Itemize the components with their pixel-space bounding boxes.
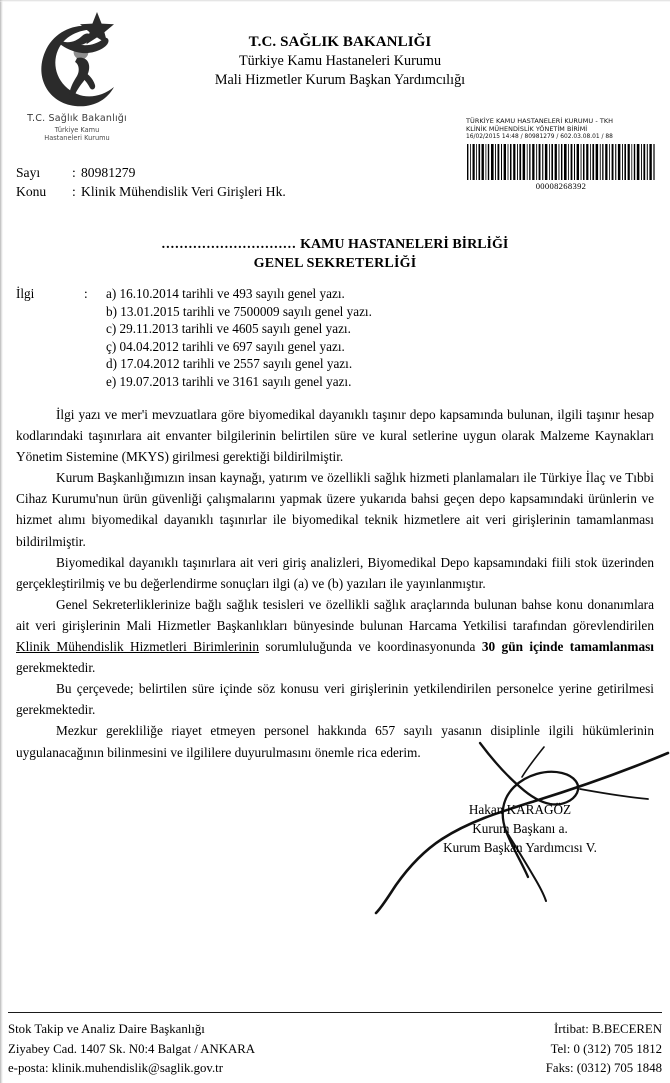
ilgi-label: İlgi [16, 286, 35, 301]
org-title-ministry: T.C. SAĞLIK BAKANLIĞI [248, 34, 432, 50]
document-body [16, 404, 654, 763]
body-paragraph-6: Mezkur gerekliliğe riayet etmeyen personel hakkında 657 sayılı yasanın disiplinle ilgili hükümlerinin uygulanacağının bilinmesini ve ilgililere duyurulmasını önemle rica ederim. [16, 723, 654, 760]
footer-address: Ziyabey Cad. 1407 Sk. N0:4 Balgat / ANKARA [8, 1041, 256, 1056]
signatory-title-1: Kurum Başkanı a. [472, 821, 568, 836]
barcode-icon [466, 144, 656, 180]
body-p4-part3: gerekmektedir. [16, 660, 96, 676]
footer-fax: Faks: (0312) 705 1848 [545, 1061, 662, 1075]
document-footer [8, 1020, 662, 1079]
body-p4-underlined-unit: Klinik Mühendislik Hizmetleri Birimlerinin [16, 639, 260, 655]
sayi-value: 80981279 [81, 165, 136, 180]
body-p4-bold-deadline: 30 gün içinde tamamlanması [481, 639, 654, 655]
logo-caption-main: T.C. Sağlık Bakanlığı [27, 113, 127, 124]
ilgi-item: d) 17.04.2012 tarihli ve 2557 sayılı genel yazı. [106, 356, 353, 372]
org-title-department: Mali Hizmetler Kurum Başkan Yardımcılığı [214, 71, 466, 88]
konu-colon: : [72, 184, 76, 199]
ilgi-item: c) 29.11.2013 tarihli ve 4605 sayılı genel yazı. [106, 321, 351, 337]
body-paragraph-1: İlgi yazı ve mer'i mevzuatlara göre biyomedikal dayanıklı taşınır depo kapsamında bulunan, ilgili taşınır hesap kodlarındaki taşınırlara ait envanter bilgilerinin belirtilen süre ve kural setlerine uygun olarak Malzeme Kaynakları Yönetim Sistemine (MKYS) girilmesi gerektiği bildirilmiştir. [16, 407, 654, 465]
recipient-org: KAMU HASTANELERİ BİRLİĞİ [300, 237, 509, 252]
sayi-label: Sayı [16, 165, 41, 180]
registry-line-reference: 16/02/2015 14:48 / 80981279 / 602.03.08.01 / 88 [466, 134, 613, 141]
meta-row-sayi [16, 163, 286, 182]
body-paragraph-4 [16, 594, 654, 678]
footer-email: e-posta: klinik.muhendislik@saglik.gov.tr [8, 1061, 223, 1075]
ilgi-item: b) 13.01.2015 tarihli ve 7500009 sayılı genel yazı. [106, 303, 372, 319]
konu-label: Konu [16, 184, 47, 199]
body-paragraph-3: Biyomedikal dayanıklı taşınırlara ait veri giriş analizleri, Biyomedikal Depo kapsamındaki fiili stok üzerinden gerçekleştirilmiş ve bu değerlendirme sonuçları ilgi (a) ve (b) yazıları ile yayınlanmıştır. [16, 554, 654, 591]
ministry-logo-block [18, 8, 136, 143]
ilgi-item: e) 19.07.2013 tarihli ve 3161 sayılı genel yazı. [106, 373, 352, 389]
footer-department: Stok Takip ve Analiz Daire Başkanlığı [8, 1022, 205, 1036]
ilgi-item: a) 16.10.2014 tarihli ve 493 sayılı genel yazı. [106, 286, 345, 301]
konu-value: Klinik Mühendislik Veri Girişleri Hk. [81, 184, 286, 199]
footer-phone: Tel: 0 (312) 705 1812 [550, 1041, 662, 1056]
footer-right-contact [546, 1020, 662, 1079]
recipient-heading [0, 235, 670, 273]
ilgi-references [16, 285, 636, 391]
footer-divider [8, 1012, 662, 1013]
body-p4-part2: sorumluluğunda ve koordinasyonunda [259, 639, 482, 655]
logo-caption-sub-line1: Türkiye Kamu [54, 126, 100, 134]
organization-titles [150, 33, 530, 89]
signatory-title-2: Kurum Başkan Yardımcısı V. [443, 840, 597, 855]
body-p4-part1: Genel Sekreterliklerinize bağlı sağlık tesisleri ve özellikli sağlık araçlarında bulunan bahse konu donanımlara ait veri girişlerinin Mali Hizmetler Başkanlıkları bünyesinde bulunan Harcama Yetkilisi tarafından görevlendirilen [16, 596, 654, 633]
barcode-number: 00008268392 [535, 180, 587, 191]
recipient-line1 [0, 235, 670, 254]
body-paragraph-5: Bu çerçevede; belirtilen süre içinde söz konusu veri girişlerinin yetkilendirilen personelce yerine getirilmesi gerekmektedir. [16, 681, 654, 718]
ilgi-item: ç) 04.04.2012 tarihli ve 697 sayılı genel yazı. [106, 338, 345, 354]
body-paragraph-2: Kurum Başkanlığımızın insan kaynağı, yatırım ve özellikli sağlık hizmeti planlamaları ile Türkiye İlaç ve Tıbbi Cihaz Kurumu'nun ürün güvenliği çalışmalarını yapmak üzere yukarıda bahsi geçen depo kapsamındaki ürünlerin ve hizmet alımı biyomedikal dayanıklı taşınırlar ile biyomedikal teknik hizmetlere ait veri girişlerinin tamamlanması bildirilmiştir. [16, 470, 654, 549]
registry-barcode-stamp [466, 117, 662, 191]
ilgi-colon: : [84, 286, 88, 301]
recipient-dots: .............................. [161, 237, 297, 252]
ministry-of-health-emblem-icon [25, 8, 129, 112]
document-meta [16, 163, 286, 201]
meta-row-konu [16, 182, 286, 201]
registry-line-institution: TÜRKİYE KAMU HASTANELERİ KURUMU - TKH [466, 117, 614, 125]
org-title-institution: Türkiye Kamu Hastaneleri Kurumu [238, 53, 442, 69]
ilgi-item-list [106, 285, 372, 391]
footer-contact-person: İrtibat: B.BECEREN [553, 1022, 662, 1036]
signature-block [395, 800, 645, 857]
recipient-line2: GENEL SEKRETERLİĞİ [253, 256, 417, 271]
sayi-colon: : [72, 165, 76, 180]
logo-caption-sub-line2: Hastaneleri Kurumu [44, 134, 110, 143]
scan-edge-left [0, 0, 3, 1083]
footer-left-contact [8, 1020, 255, 1079]
registry-line-unit: KLİNİK MÜHENDİSLİK YÖNETİM BİRİMİ [466, 125, 588, 134]
signatory-name: Hakan KARAGÖZ [468, 802, 572, 817]
